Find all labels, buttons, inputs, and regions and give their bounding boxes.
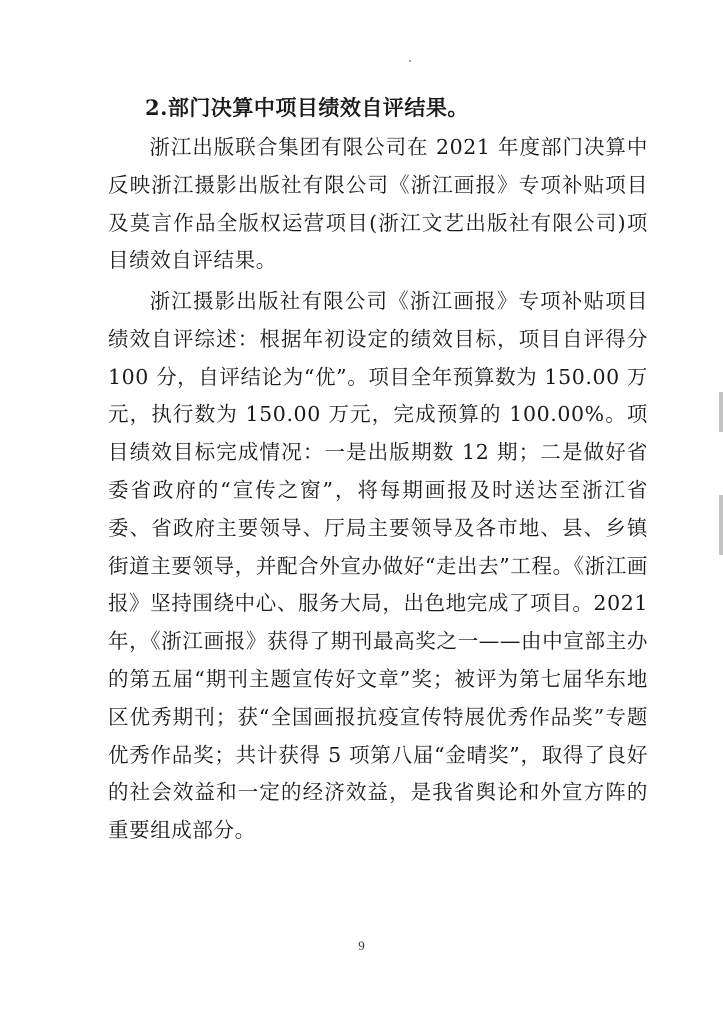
paragraph-summary-text: 浙江出版联合集团有限公司在 2021 年度部门决算中反映浙江摄影出版社有限公司《浙江画报》专项补贴项目及莫言作品全版权运营项目(浙江文艺出版社有限公司)项目绩效自评结果。	[108, 135, 648, 273]
section-heading: 2.部门决算中项目绩效自评结果。	[145, 95, 469, 120]
scan-speck	[409, 60, 411, 62]
scan-edge-mark	[719, 392, 723, 432]
scan-edge-mark	[719, 495, 723, 555]
paragraph-summary	[108, 129, 648, 280]
paragraph-project-review-text: 浙江摄影出版社有限公司《浙江画报》专项补贴项目绩效自评综述：根据年初设定的绩效目标，项目自评得分 100 分，自评结论为“优”。项目全年预算数为 150.00 万元，执行数为 150.00 万元，完成预算的 100.00%。项目绩效目标完成情况：一是出版期数 12 期；二是做好省委省政府的“宣传之窗”，将每期画报及时送达至浙江省委、省政府主要领导、厅局主要领导及各市地、县、乡镇街道主要领导，并配合外宣办做好“走出去”工程。《浙江画报》坚持围绕中心、服务大局，出色地完成了项目。2021 年，《浙江画报》获得了期刊最高奖之一——由中宣部主办的第五届“期刊主题宣传好文章”奖；被评为第七届华东地区优秀期刊；获“全国画报抗疫宣传特展优秀作品奖”专题优秀作品奖；共计获得 5 项第八届“金晴奖”，取得了良好的社会效益和一定的经济效益，是我省舆论和外宣方阵的重要组成部分。	[108, 289, 648, 843]
page-number: 9	[358, 938, 365, 953]
paragraph-project-review	[108, 283, 648, 850]
